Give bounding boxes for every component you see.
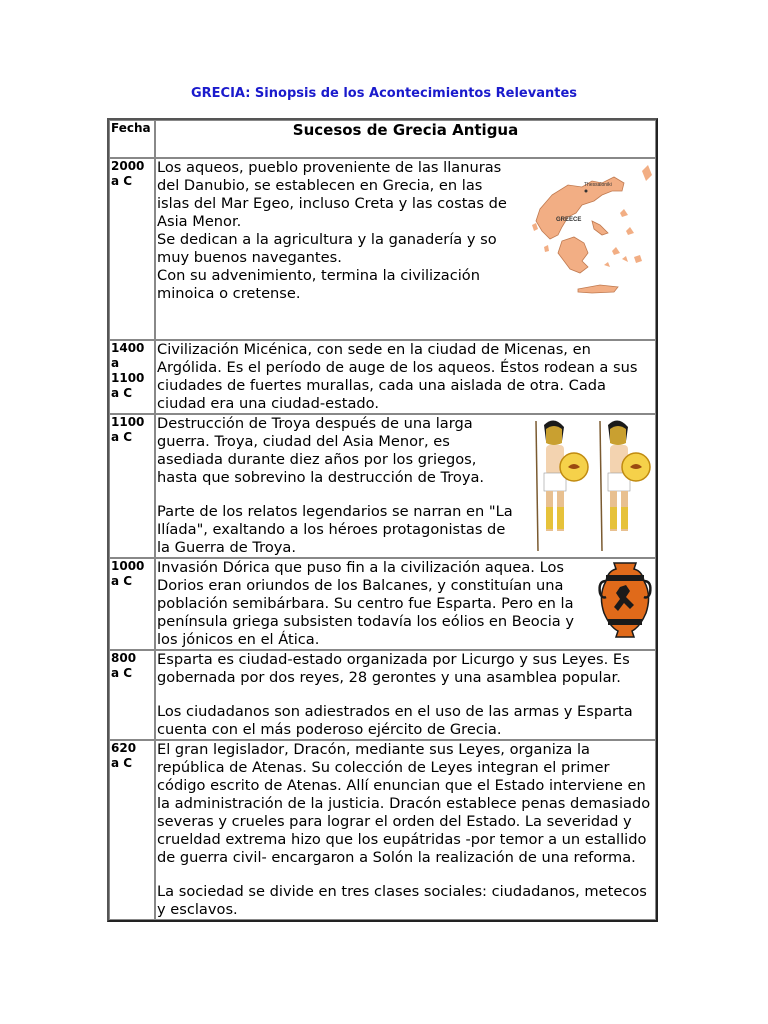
greek-vase-image [596, 561, 654, 639]
date-line: 1000 [111, 559, 145, 573]
row-description [155, 740, 656, 920]
paragraph-spacer [157, 867, 654, 883]
date-line: a C [111, 666, 133, 680]
date-line: 1100 [111, 371, 145, 385]
document-title: GRECIA: Sinopsis de los Acontecimientos Relevantes [190, 86, 578, 101]
row-description [155, 558, 656, 650]
row-date [109, 414, 155, 558]
description-paragraph: Los aqueos, pueblo proveniente de las llanuras del Danubio, se establecen en Grecia, en las islas del Mar Egeo, incluso Creta y las costas de Asia Menor. [157, 159, 507, 230]
date-line: a C [111, 430, 133, 444]
date-line: 1400 [111, 341, 145, 355]
description-paragraph: Esparta es ciudad-estado organizada por Licurgo y sus Leyes. Es gobernada por dos reyes, 28 gerontes y una asamblea popular. [157, 651, 630, 686]
date-line: a C [111, 574, 133, 588]
warrior-figure [536, 420, 588, 551]
row-date [109, 158, 155, 340]
description-paragraph: El gran legislador, Dracón, mediante sus Leyes, organiza la república de Atenas. Su colección de Leyes integran el primer código escrito de Atenas. Allí enuncian que el Estado interviene en la administración de la justicia. Dracón establece penas demasiado severas y crueles para lograr el orden del Estado. La severidad y crueldad extrema hizo que los eupátridas -por temor a un estallido de guerra civil- encargaron a Solón la realización de una reforma. [157, 741, 651, 866]
description-paragraph: Con su advenimiento, termina la civilización minoica o cretense. [157, 267, 480, 302]
date-line: 1100 [111, 415, 145, 429]
row-description [155, 650, 656, 740]
paragraph-spacer [157, 687, 654, 703]
row-date [109, 558, 155, 650]
table-header-row [109, 120, 656, 158]
date-line: a C [111, 174, 133, 188]
events-table [107, 118, 658, 922]
date-line: 800 [111, 651, 137, 665]
row-date [109, 650, 155, 740]
table-row [109, 740, 656, 920]
spartan-warriors-image [524, 417, 654, 553]
row-date [109, 340, 155, 414]
description-paragraph: Los ciudadanos son adiestrados en el uso de las armas y Esparta cuenta con el más poderoso ejército de Grecia. [157, 703, 633, 738]
map-country-label: GREECE [556, 217, 582, 223]
table-row [109, 158, 656, 340]
description-paragraph: Se dedican a la agricultura y la ganadería y so muy buenos navegantes. [157, 231, 497, 266]
map-city-label: Thessaloniki [584, 182, 612, 188]
row-description [155, 340, 656, 414]
row-date [109, 740, 155, 920]
row-description [155, 158, 656, 340]
date-line: a C [111, 386, 133, 400]
row-description [155, 414, 656, 558]
description-paragraph: Destrucción de Troya después de una larga guerra. Troya, ciudad del Asia Menor, es asediada durante diez años por los griegos, hasta que sobrevino la destrucción de Troya. [157, 415, 485, 486]
date-line: a C [111, 756, 133, 770]
table-row [109, 414, 656, 558]
table-row [109, 340, 656, 414]
date-line: 620 [111, 741, 137, 755]
description-paragraph: Parte de los relatos legendarios se narran en "La Ilíada", exaltando a los héroes protagonistas de la Guerra de Troya. [157, 503, 513, 556]
header-date: Fecha [109, 120, 155, 158]
greece-map-image [522, 161, 654, 297]
date-line: 2000 [111, 159, 145, 173]
table-row [109, 650, 656, 740]
header-events: Sucesos de Grecia Antigua [155, 120, 656, 158]
date-line: a [111, 356, 120, 370]
description-paragraph: Invasión Dórica que puso fin a la civilización aquea. Los Dorios eran oriundos de los Balcanes, y constituían una población semibárbara. Su centro fue Esparta. Pero en la península griega subsisten todavía los eólios en Beocia y los jónicos en el Ática. [157, 559, 575, 648]
description-paragraph: Civilización Micénica, con sede en la ciudad de Micenas, en Argólida. Es el período de auge de los aqueos. Éstos rodean a sus ciudades de fuertes murallas, cada una aislada de otra. Cada ciudad era una ciudad-estado. [157, 341, 638, 412]
table-row [109, 558, 656, 650]
description-paragraph: La sociedad se divide en tres clases sociales: ciudadanos, metecos y esclavos. [157, 883, 647, 918]
warrior-figure [600, 420, 650, 551]
